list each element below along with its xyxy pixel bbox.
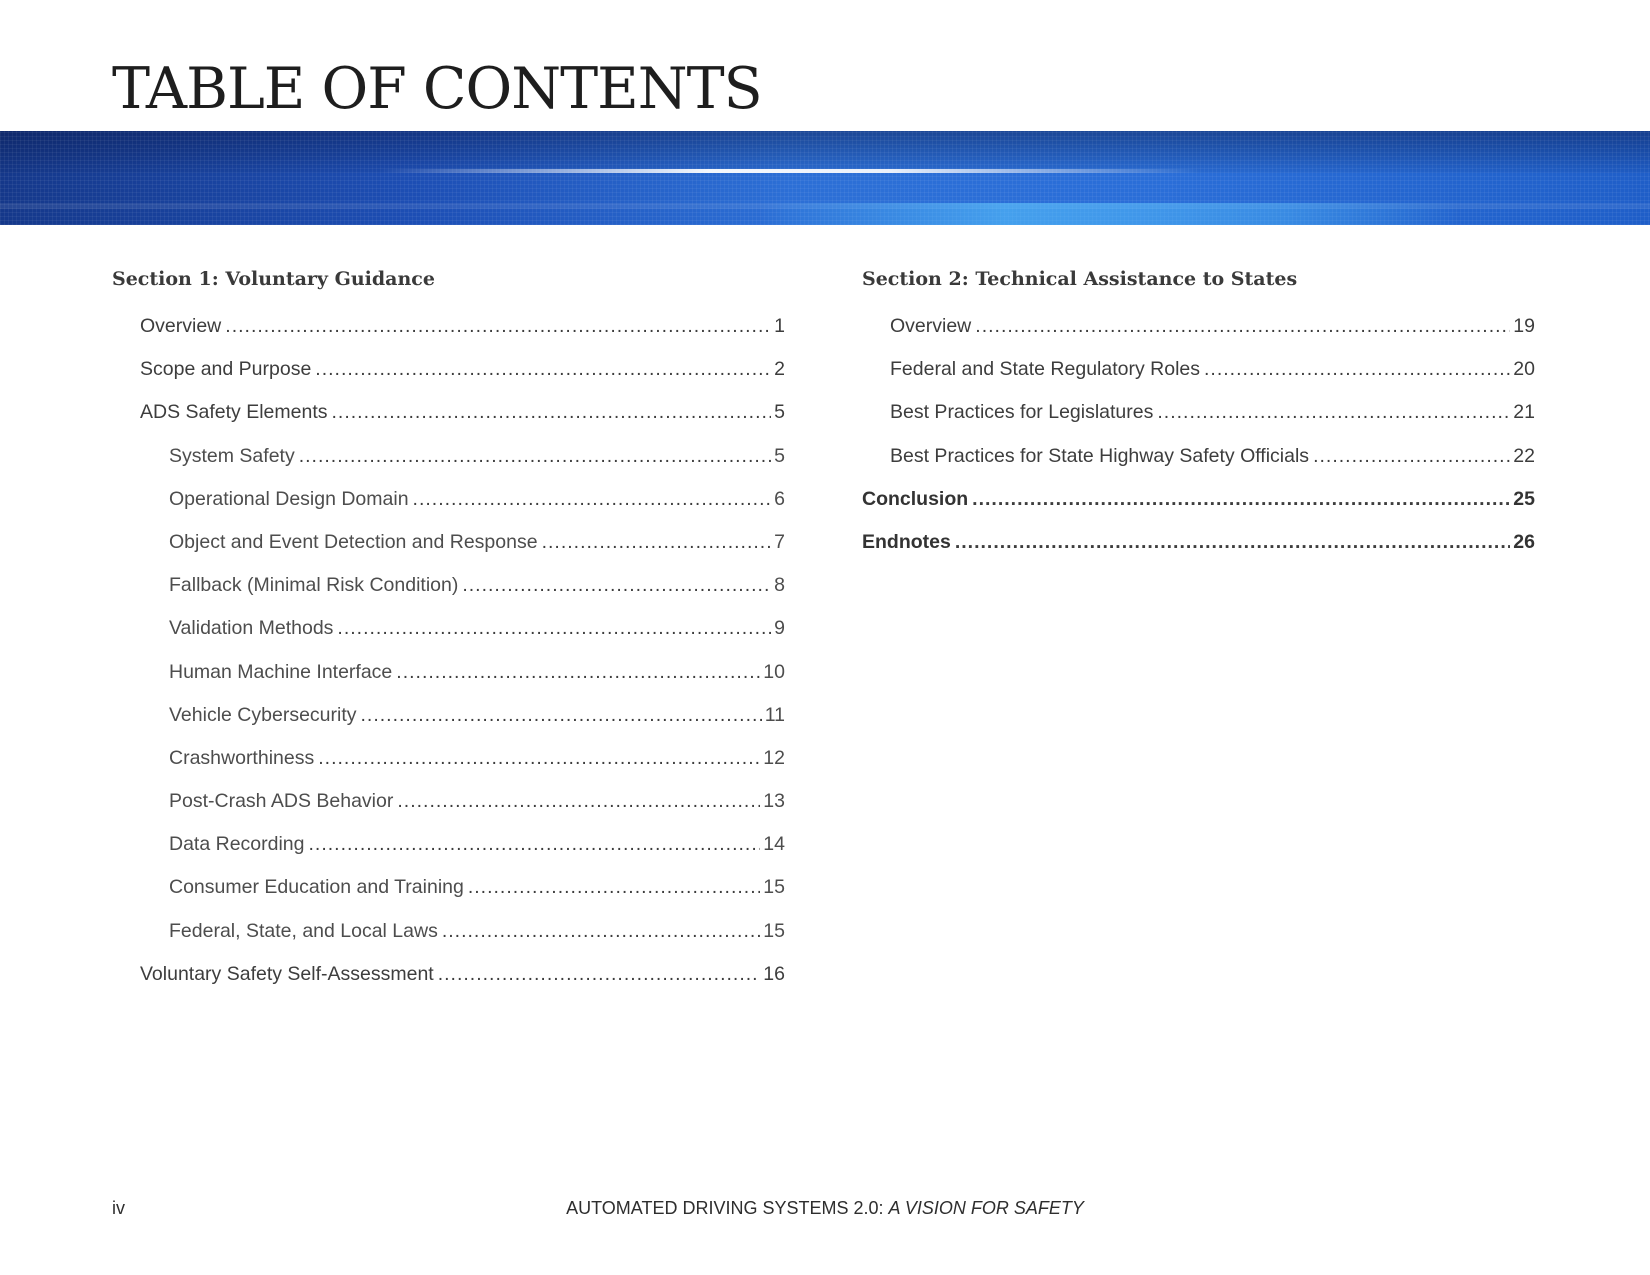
toc-page-number: 20 [1513, 358, 1535, 381]
dot-leader [396, 651, 760, 694]
dot-leader [413, 478, 772, 521]
toc-entry-human-machine-interface[interactable] [112, 651, 785, 694]
toc-entry-post-crash-behavior[interactable] [112, 780, 785, 823]
toc-entry-label: Overview [140, 315, 222, 337]
toc-entry-label: Federal, State, and Local Laws [169, 919, 438, 942]
footer-subtitle-text: A VISION FOR SAFETY [888, 1198, 1084, 1218]
section-heading: Section 2: Technical Assistance to States [862, 268, 1298, 290]
toc-entry-label: Fallback (Minimal Risk Condition) [169, 574, 459, 597]
dot-leader [309, 823, 761, 866]
dot-leader [397, 780, 760, 823]
toc-entry-data-recording[interactable] [112, 823, 785, 866]
toc-entry-consumer-education[interactable] [112, 866, 785, 909]
toc-entry-regulatory-roles[interactable] [862, 348, 1535, 391]
dot-leader [1313, 435, 1510, 478]
toc-entry-fallback[interactable] [112, 564, 785, 607]
toc-page-number: 12 [763, 746, 785, 769]
toc-entry-overview[interactable] [862, 305, 1535, 348]
toc-entry-object-event-detection[interactable] [112, 521, 785, 564]
dot-leader [1157, 391, 1510, 434]
toc-page-number: 15 [763, 876, 785, 899]
toc-page-number: 8 [774, 574, 785, 597]
toc-entry-validation-methods[interactable] [112, 607, 785, 650]
toc-entry-vehicle-cybersecurity[interactable] [112, 694, 785, 737]
toc-entry-label: Best Practices for Legislatures [890, 401, 1154, 424]
toc-entry-label: Endnotes [862, 530, 951, 553]
dot-leader [468, 866, 760, 909]
toc-entry-ads-safety-elements[interactable] [112, 391, 785, 434]
dot-leader [361, 694, 762, 737]
toc-page-number: 5 [774, 401, 785, 424]
section-heading: Section 1: Voluntary Guidance [112, 268, 435, 290]
toc-page-number: 13 [763, 790, 785, 813]
toc-entry-overview[interactable] [112, 305, 785, 348]
toc-section-2 [862, 262, 1535, 564]
toc-entry-best-practices-legislatures[interactable] [862, 391, 1535, 434]
toc-list [862, 305, 1535, 564]
toc-page-number: 25 [1513, 487, 1535, 510]
header-banner [0, 131, 1650, 225]
toc-entry-label: Voluntary Safety Self-Assessment [140, 962, 434, 985]
toc-entry-label: Human Machine Interface [169, 660, 393, 683]
dot-leader [318, 737, 760, 780]
dot-leader [315, 348, 771, 391]
toc-page-number: 14 [763, 833, 785, 856]
footer-title-text: AUTOMATED DRIVING SYSTEMS 2.0: [566, 1198, 889, 1218]
dot-leader [972, 478, 1510, 521]
toc-entry-system-safety[interactable] [112, 435, 785, 478]
toc-page-number: 7 [774, 530, 785, 553]
toc-page-number: 22 [1513, 444, 1535, 467]
toc-entry-scope-and-purpose[interactable] [112, 348, 785, 391]
dot-leader [542, 521, 772, 564]
toc-page-number: 11 [764, 703, 785, 726]
toc-page-number: 16 [763, 962, 785, 985]
toc-entry-label: Federal and State Regulatory Roles [890, 358, 1201, 381]
toc-entry-label: Object and Event Detection and Response [169, 530, 538, 553]
toc-page-number: 9 [774, 617, 785, 640]
toc-entry-label: Best Practices for State Highway Safety Officials [890, 444, 1310, 467]
toc-entry-label: Post-Crash ADS Behavior [169, 790, 394, 813]
dot-leader [299, 435, 771, 478]
dot-leader [955, 521, 1510, 564]
toc-entry-label: Operational Design Domain [169, 487, 409, 510]
toc-entry-label: Scope and Purpose [140, 358, 312, 381]
dot-leader [462, 564, 771, 607]
toc-page-number: 6 [774, 487, 785, 510]
toc-entry-label: Overview [890, 315, 972, 337]
toc-entry-best-practices-safety-officials[interactable] [862, 435, 1535, 478]
banner-highlight-line [380, 169, 1200, 173]
toc-entry-crashworthiness[interactable] [112, 737, 785, 780]
toc-page-number: 1 [774, 315, 785, 337]
toc-page-number: 10 [763, 660, 785, 683]
toc-page-number: 19 [1513, 315, 1535, 337]
dot-leader [1204, 348, 1510, 391]
toc-entry-label: Vehicle Cybersecurity [169, 703, 357, 726]
toc-entry-label: System Safety [169, 444, 295, 467]
toc-entry-voluntary-safety-self-assessment[interactable] [112, 953, 785, 996]
toc-entry-label: ADS Safety Elements [140, 401, 328, 424]
dot-leader [975, 305, 1510, 348]
toc-entry-label: Validation Methods [169, 617, 334, 640]
toc-entry-label: Crashworthiness [169, 746, 315, 769]
toc-entry-label: Data Recording [169, 833, 305, 856]
toc-entry-federal-state-local-laws[interactable] [112, 910, 785, 953]
toc-section-1 [112, 262, 785, 996]
toc-page-number: 26 [1513, 530, 1535, 553]
footer-document-title [0, 1198, 1650, 1219]
dot-leader [225, 305, 771, 348]
dot-leader [337, 607, 771, 650]
page-title: TABLE OF CONTENTS [112, 56, 762, 122]
dot-leader [442, 910, 760, 953]
toc-entry-operational-design-domain[interactable] [112, 478, 785, 521]
footer-page-number: iv [112, 1198, 125, 1218]
toc-entry-label: Conclusion [862, 487, 969, 510]
toc-page-number: 2 [774, 358, 785, 381]
toc-page-number: 21 [1513, 401, 1535, 424]
dot-leader [438, 953, 761, 996]
toc-entry-conclusion[interactable] [862, 478, 1535, 521]
toc-page-number: 5 [774, 444, 785, 467]
dot-leader [332, 391, 772, 434]
toc-entry-endnotes[interactable] [862, 521, 1535, 564]
toc-entry-label: Consumer Education and Training [169, 876, 464, 899]
toc-page-number: 15 [763, 919, 785, 942]
toc-list [112, 305, 785, 996]
